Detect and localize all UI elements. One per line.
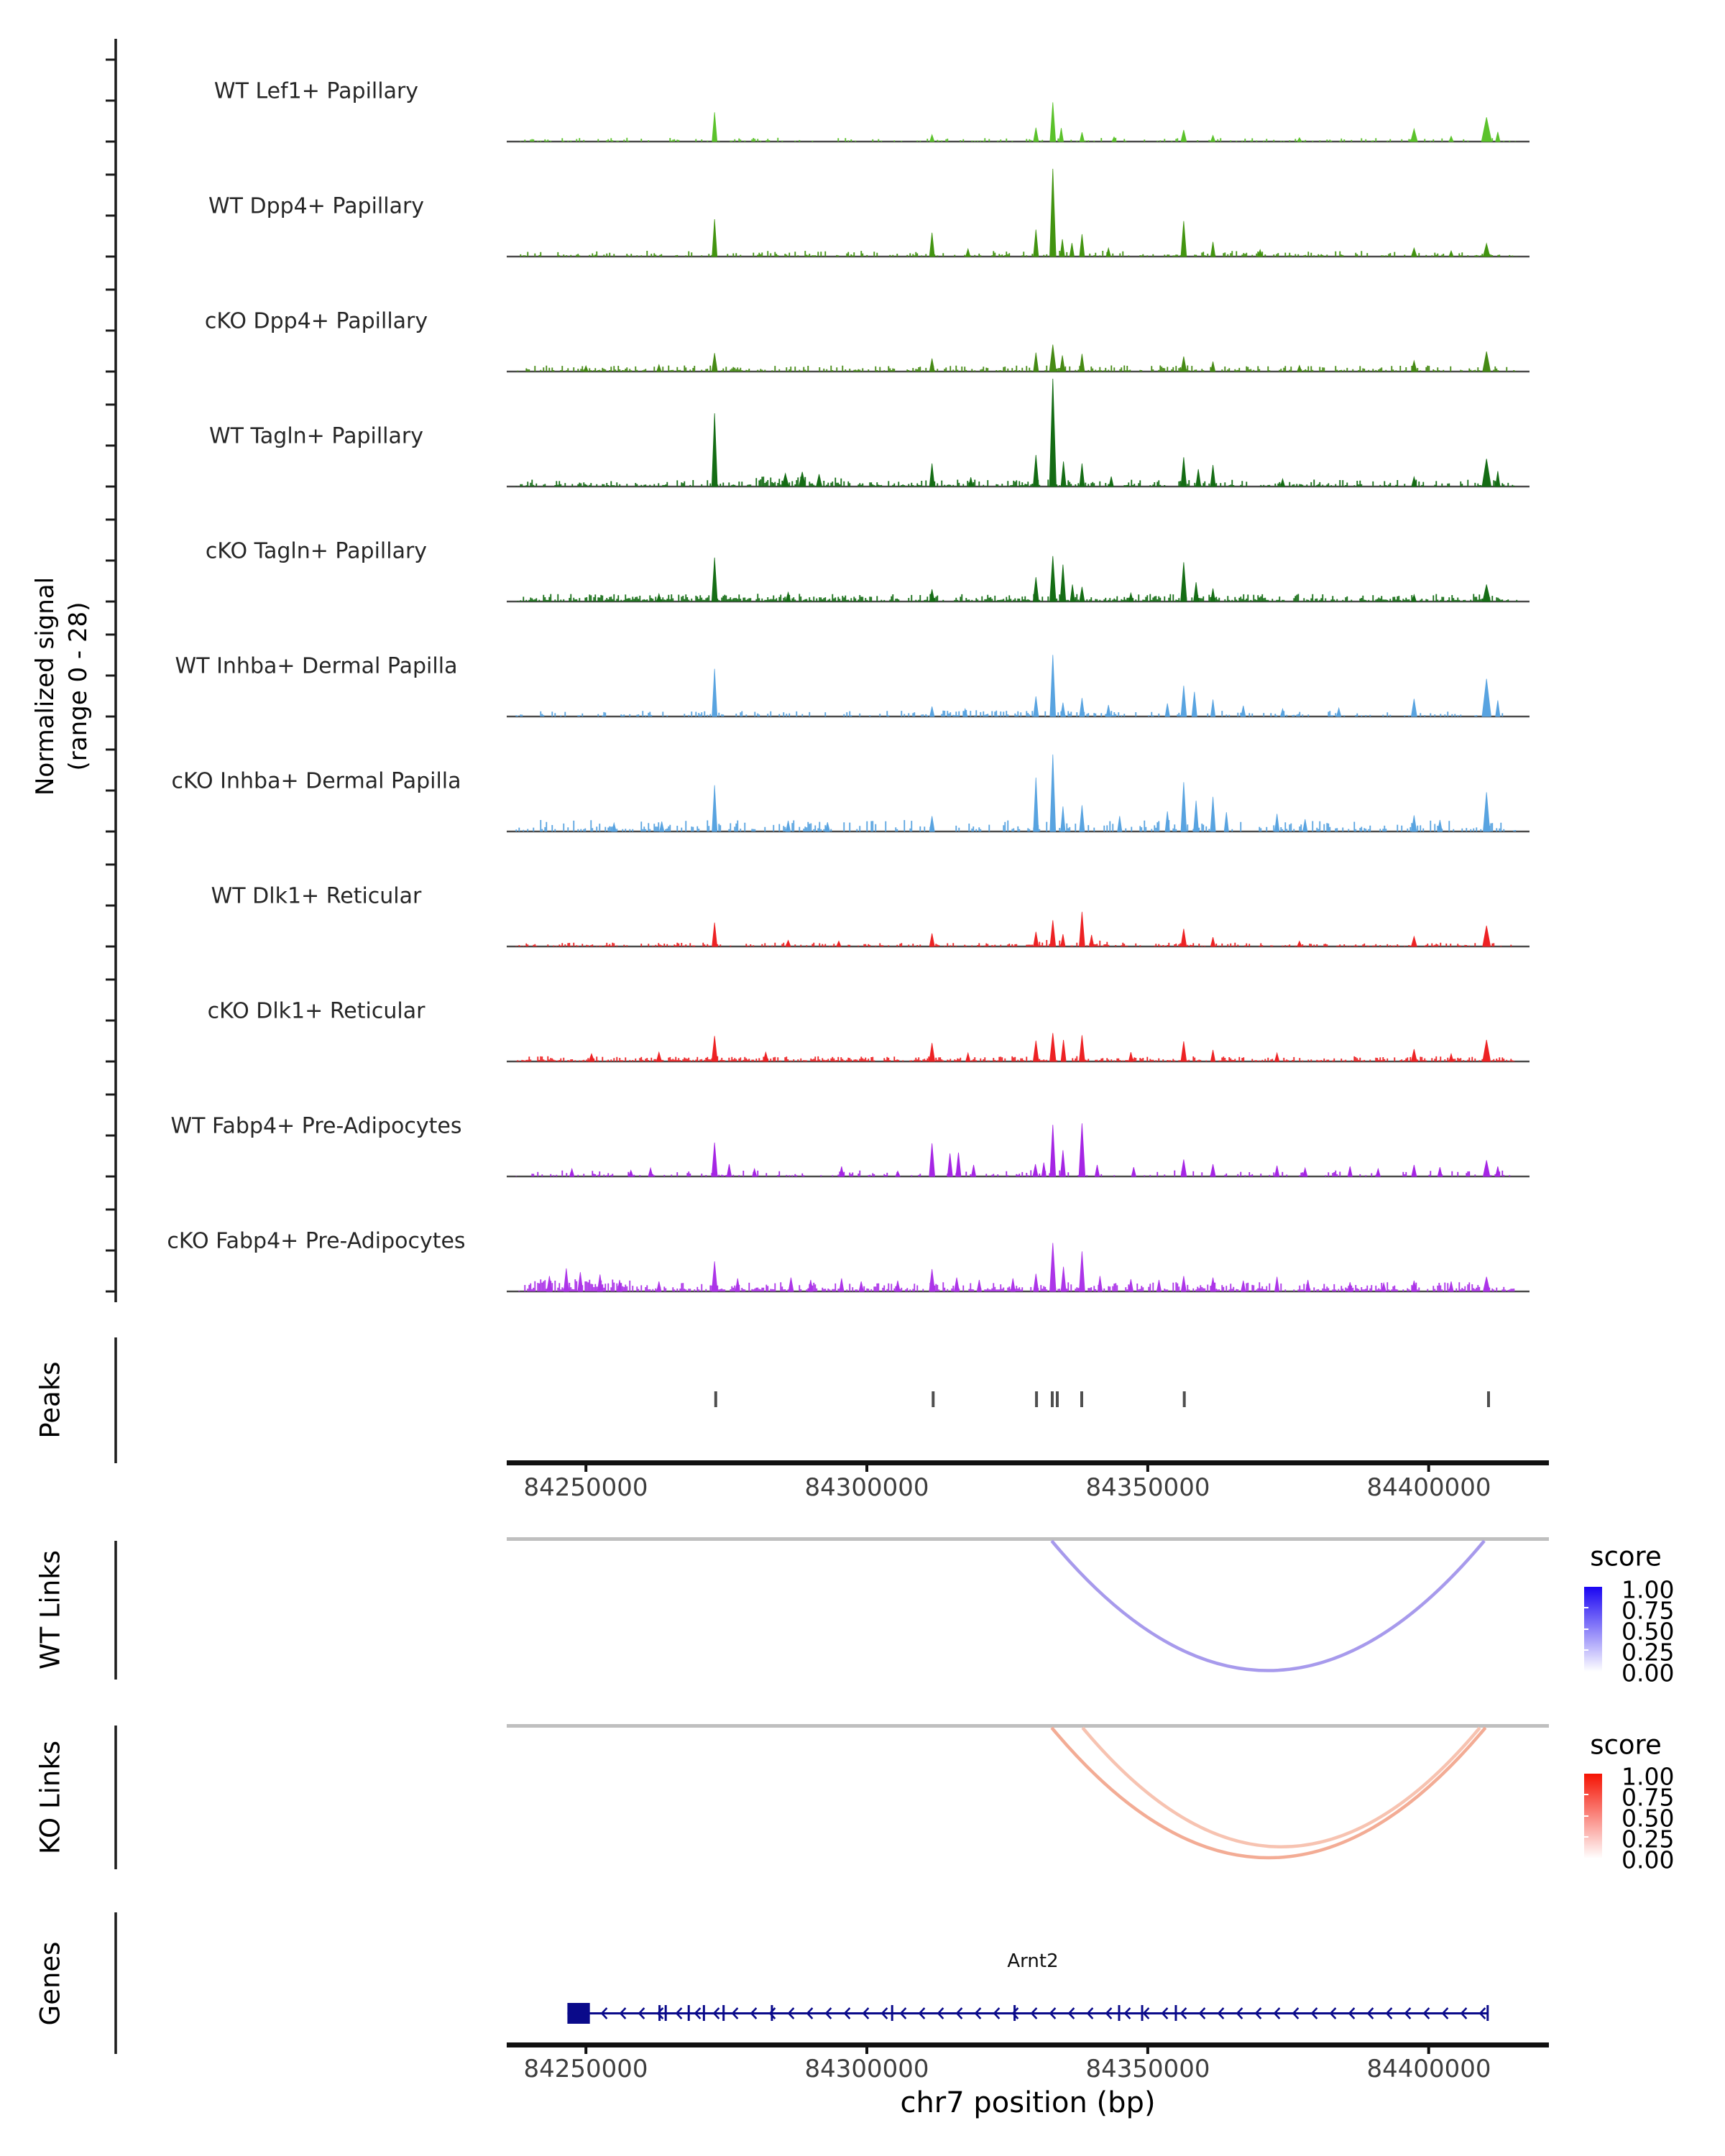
section-label-genes: Genes xyxy=(34,1941,66,2026)
track-label-wt-lef1: WT Lef1+ Papillary xyxy=(213,78,419,104)
gene-name-arnt2: Arnt2 xyxy=(1007,1950,1059,1972)
axis1-tick-84350000: 84350000 xyxy=(1085,1473,1210,1502)
coverage-track-10 xyxy=(507,1243,1530,1292)
ko-score-tick-025: 0.25 xyxy=(1622,1825,1675,1853)
coverage-peaks-9 xyxy=(570,1123,1501,1176)
genome-axis-lower xyxy=(507,2042,1549,2054)
wt-score-tick-100: 1.00 xyxy=(1622,1575,1675,1604)
y-axis-label xyxy=(29,577,95,796)
ko-score-gradient-bar xyxy=(1584,1774,1602,1858)
track-label-wt-dlk1: WT Dlk1+ Reticular xyxy=(211,883,422,909)
coverage-track-0 xyxy=(507,102,1530,142)
wt-score-tick-075: 0.75 xyxy=(1622,1596,1675,1625)
axis2-tick-84400000: 84400000 xyxy=(1366,2055,1491,2083)
coverage-track-7 xyxy=(507,912,1530,946)
wt-score-tick-025: 0.25 xyxy=(1622,1638,1675,1667)
peaks-track xyxy=(714,1391,1490,1407)
coverage-peaks-6 xyxy=(612,755,1490,831)
coverage-track-8 xyxy=(507,1033,1530,1061)
coverage-track-1 xyxy=(507,169,1530,257)
coverage-track-4 xyxy=(507,556,1530,602)
track-label-cko-inhba: cKO Inhba+ Dermal Papilla xyxy=(171,768,461,794)
axis1-tick-84250000: 84250000 xyxy=(523,1473,648,1502)
ko-links-baseline xyxy=(507,1724,1549,1728)
coverage-peaks-10 xyxy=(547,1243,1490,1292)
y-axis-ticks xyxy=(106,60,116,1291)
axis2-tick-84300000: 84300000 xyxy=(804,2055,929,2083)
coverage-peaks-3 xyxy=(712,379,1500,487)
track-label-wt-tagln: WT Tagln+ Papillary xyxy=(209,423,423,449)
axis1-tick-84300000: 84300000 xyxy=(804,1473,929,1502)
wt-links-baseline xyxy=(507,1537,1549,1541)
ko-links-arcs xyxy=(1052,1728,1486,1858)
wt-score-tick-000: 0.00 xyxy=(1622,1659,1675,1687)
wt-links-arcs xyxy=(1052,1541,1484,1671)
coverage-peaks-7 xyxy=(712,912,1491,946)
section-label-ko-links: KO Links xyxy=(34,1740,66,1855)
coverage-track-3 xyxy=(507,379,1530,487)
axis2-tick-84350000: 84350000 xyxy=(1085,2055,1210,2083)
track-label-wt-fabp4: WT Fabp4+ Pre-Adipocytes xyxy=(170,1113,462,1139)
ko-score-tick-075: 0.75 xyxy=(1622,1783,1675,1812)
coverage-noise-5 xyxy=(516,710,1502,717)
axis2-tick-84250000: 84250000 xyxy=(523,2055,648,2083)
left-axis-and-brackets xyxy=(106,39,116,2054)
coverage-track-6 xyxy=(507,755,1530,831)
y-axis-label-line2: (range 0 - 28) xyxy=(64,602,93,771)
wt-score-gradient-bar xyxy=(1584,1587,1602,1672)
x-axis-title: chr7 position (bp) xyxy=(900,2086,1156,2119)
section-label-peaks: Peaks xyxy=(34,1361,66,1439)
coverage-noise-4 xyxy=(518,594,1517,602)
wt-score-tick-050: 0.50 xyxy=(1622,1617,1675,1646)
coverage-noise-3 xyxy=(516,476,1514,487)
ko-score-tick-050: 0.50 xyxy=(1622,1804,1675,1833)
ko-score-legend-title: score xyxy=(1590,1729,1662,1761)
track-label-wt-dpp4: WT Dpp4+ Papillary xyxy=(208,193,425,219)
track-label-cko-dpp4: cKO Dpp4+ Papillary xyxy=(204,308,428,334)
gene-model-arnt2 xyxy=(567,2003,1489,2024)
coverage-noise-10 xyxy=(519,1279,1514,1291)
ko-score-tick-000: 0.00 xyxy=(1622,1846,1675,1874)
track-label-cko-tagln: cKO Tagln+ Papillary xyxy=(205,538,428,564)
track-label-wt-inhba: WT Inhba+ Dermal Papilla xyxy=(175,653,458,679)
coverage-peaks-2 xyxy=(584,345,1491,372)
axis1-tick-84400000: 84400000 xyxy=(1366,1473,1491,1502)
ko-score-tick-100: 1.00 xyxy=(1622,1762,1675,1791)
coverage-peaks-5 xyxy=(712,655,1500,717)
y-axis-label-line1: Normalized signal xyxy=(31,576,60,796)
coverage-peaks-0 xyxy=(712,102,1500,142)
coverage-track-9 xyxy=(507,1123,1530,1176)
coverage-track-2 xyxy=(507,345,1530,372)
wt-score-legend-title: score xyxy=(1590,1541,1662,1572)
track-label-cko-dlk1: cKO Dlk1+ Reticular xyxy=(207,998,426,1024)
coverage-peaks-1 xyxy=(712,169,1490,257)
coverage-noise-7 xyxy=(516,940,1511,946)
track-label-cko-fabp4: cKO Fabp4+ Pre-Adipocytes xyxy=(167,1228,466,1254)
coverage-noise-6 xyxy=(516,820,1515,831)
coverage-peaks-4 xyxy=(657,556,1491,602)
section-label-wt-links: WT Links xyxy=(34,1550,66,1669)
genome-axis-upper xyxy=(507,1460,1549,1472)
coverage-track-5 xyxy=(507,655,1530,717)
